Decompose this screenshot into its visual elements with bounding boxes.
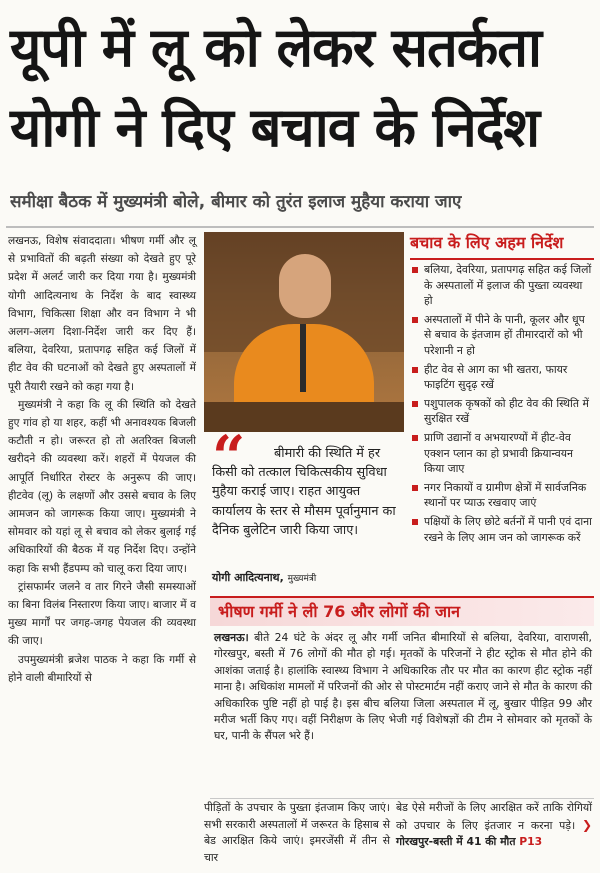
continuation-text: पीड़ितों के उपचार के पुख्ता इंतजाम किए जाएं। सभी सरकारी अस्पतालों में जरूरत के हिसाब से बेड आरक्षित किये जाएं। इमरजेंसी में तीन से चार	[204, 801, 390, 864]
list-item: हीट वेव से आग का भी खतरा, फायर फाइटिंग सुदृढ़ रखें	[410, 362, 594, 393]
list-item: अस्पतालों में पीने के पानी, कूलर और धूप से बचाव के इंतजाम हों तीमारदारों को भी परेशानी न हो	[410, 312, 594, 359]
continuation-text-right	[396, 800, 592, 851]
list-item: पक्षियों के लिए छोटे बर्तनों में पानी एवं दाना रखने के लिए आम जन को जागरूक करें	[410, 514, 594, 545]
sidebar-title: बचाव के लिए अहम निर्देश	[410, 232, 594, 260]
quote-text: बीमारी की स्थिति में हर किसी को तत्काल चिकित्सकीय सुविधा मुहैया कराई जाए। राहत आयुक्त कार्यालय के स्तर से मौसम पूर्वानुमान का दैनिक बुलेटिन जारी किया जाए।	[212, 446, 396, 538]
quote-attribution-name: योगी आदित्यनाथ,	[212, 571, 284, 584]
story2-dateline: लखनऊ।	[214, 631, 249, 644]
page-reference-number: P13	[519, 835, 543, 849]
story2-header	[210, 596, 594, 626]
continuation-body: बेड ऐसे मरीजों के लिए आरक्षित करें ताकि रोगियों को उपचार के लिए इंतजार न करना पड़े।	[396, 801, 592, 832]
quote-mark-icon: “	[212, 423, 246, 491]
subheadline: समीक्षा बैठक में मुख्यमंत्री बोले, बीमार को तुरंत इलाज मुहैया कराया जाए	[10, 192, 462, 212]
portrait-photo	[204, 232, 404, 432]
list-item: बलिया, देवरिया, प्रतापगढ़ सहित कई जिलों के अस्पतालों में इलाज की पुख्ता व्यवस्था हो	[410, 262, 594, 309]
story2-title: भीषण गर्मी ने ली 76 और लोगों की जान	[218, 602, 461, 621]
page-reference-text: गोरखपुर-बस्ती में 41 की मौत	[396, 835, 516, 849]
quote-attribution	[212, 570, 404, 585]
story2-body	[214, 630, 592, 745]
quote-attribution-role: मुख्यमंत्री	[287, 574, 317, 584]
microphone-icon	[300, 324, 306, 392]
photo-head	[279, 254, 331, 318]
headline-line-2: योगी ने दिए बचाव के निर्देश	[10, 95, 540, 159]
paragraph: ट्रांसफार्मर जलने व तार गिरने जैसी समस्याओं का बिना विलंब निस्तारण किया जाए। बाजार में व मुख्य मार्गों पर जगह-जगह पेयजल की व्यवस्था की जाए।	[8, 580, 196, 648]
paragraph: मुख्यमंत्री ने कहा कि लू की स्थिति को देखते हुए गांव हो या शहर, कहीं भी अनावश्यक बिजली कटौती न हो। जरूरत हो तो अतरिक्त बिजली खरीदने की व्यवस्था करें। शहरों में पेयजल की आपूर्ति निर्धारित रोस्टर के अनुरूप की जाए। हीटवेव (लू) के लक्षणों और उससे बचाव के लिए आमजन को जागरूक किया जाए। मुख्यमंत्री ने सोमवार को यहां लू से बचाव को लेकर बुलाई गई अधिकारियों की बैठक में यह निर्देश दिए। उन्होंने कहा कि सभी हैंडपम्प को चालू करा दिया जाए।	[8, 398, 196, 575]
list-item: पशुपालक कृषकों को हीट वेव की स्थिति में सुरक्षित रखें	[410, 396, 594, 427]
divider	[210, 798, 594, 799]
main-story	[8, 232, 196, 687]
paragraph: उपमुख्यमंत्री ब्रजेश पाठक ने कहा कि गर्मी से होने वाली बीमारियों से	[8, 653, 196, 684]
paragraph: लखनऊ, विशेष संवाददाता। भीषण गर्मी और लू से प्रभावितों की बढ़ती संख्या को देखते हुए पूरे प्रदेश में अलर्ट जारी कर दिया गया है। मुख्यमंत्री योगी आदित्यनाथ के निर्देश के बाद स्वास्थ्य विभाग, चिकित्सा शिक्षा और वन विभाग ने भी अलग-अलग दिशा-निर्देश जारी कर दिए हैं। बलिया, देवरिया, प्रतापगढ़ सहित कई जिलों में हीट वेव की घटनाओं को देखते हुए अस्पतालों में पूरी तैयारी रखने को कहा गया है।	[8, 235, 196, 393]
pull-quote	[204, 423, 404, 586]
list-item: प्राणि उद्यानों व अभयारण्यों में हीट-वेव एक्शन प्लान का हो प्रभावी क्रियान्वयन किया जाए	[410, 430, 594, 477]
chevron-right-icon: ❯	[581, 817, 592, 832]
divider	[6, 226, 594, 228]
story2-text: बीते 24 घंटे के अंदर लू और गर्मी जनित बीमारियों से बलिया, देवरिया, वाराणसी, गोरखपुर, बस्ती में 76 लोगों की मौत हो गई। मृतकों के परिजनों ने हीट स्ट्रोक से मौत होने की आशंका जताई है। हालांकि स्वास्थ्य विभाग ने अधिकारिक तौर पर मौत का कारण हीट स्ट्रोक नहीं माना है। अधिकांश मामलों में परिजनों की ओर से पोस्टमार्टम नहीं कराए जाने से मौत के कारण की अधिकारिक पुष्टि नहीं हो पाई है। इस बीच बलिया जिला अस्पताल में लू, बुखार पीड़ित 99 और मरीज भर्ती किए गए। वहीं निरीक्षण के लिए भेजी गई विशेषज्ञों की टीम ने सोमवार को मृतकों के घर, पानी के सैंपल भरे हैं।	[214, 631, 592, 743]
sidebar-list	[410, 262, 594, 548]
headline-line-1: यूपी में लू को लेकर सतर्कता	[10, 15, 542, 79]
list-item: नगर निकायों व ग्रामीण क्षेत्रों में सार्वजनिक स्थानों पर प्याऊ रखवाए जाएं	[410, 480, 594, 511]
